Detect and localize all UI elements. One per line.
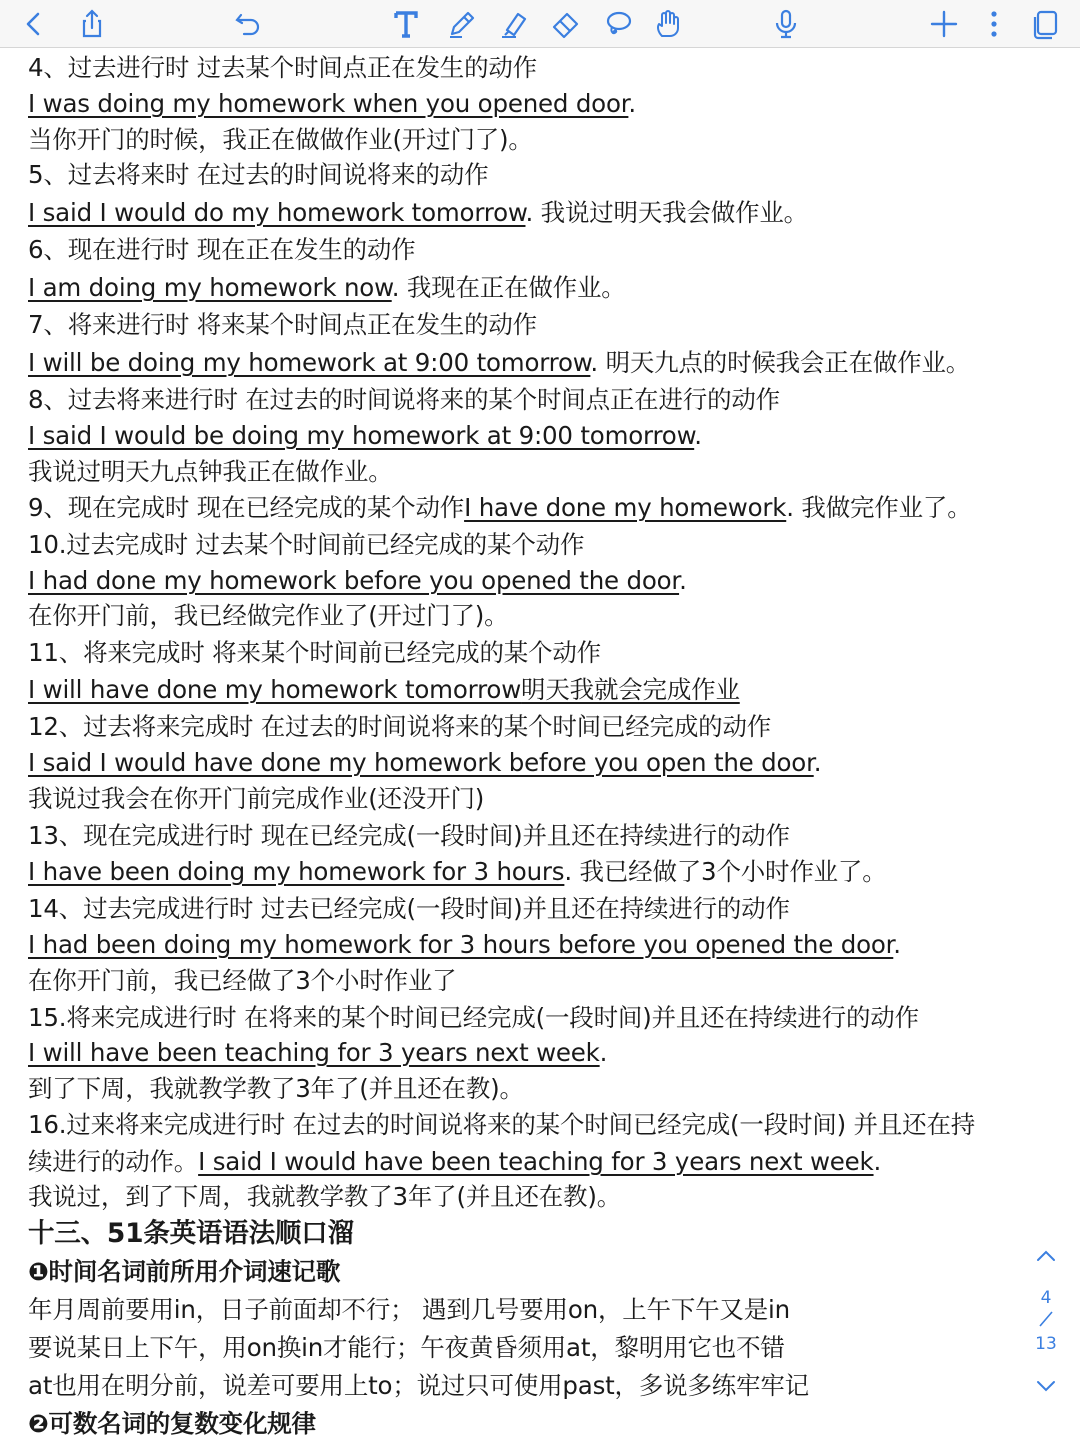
underlined-example-text: I had been doing my homework for 3 hours before you opened the door: [28, 930, 894, 959]
text-line: [28, 598, 508, 634]
underlined-example-text: I am doing my homework now: [28, 273, 392, 302]
microphone-icon[interactable]: [766, 4, 806, 44]
text-line: [28, 490, 972, 526]
line-text: . 我已经做了3个小时作业了。: [564, 857, 887, 886]
scroll-up-chevron-icon[interactable]: [1034, 1244, 1058, 1268]
share-icon[interactable]: [72, 4, 112, 44]
text-line: [28, 527, 584, 563]
line-text: . 明天九点的时候我会正在做作业。: [590, 348, 971, 377]
hand-tool-icon[interactable]: [648, 4, 688, 44]
underlined-example-text: I was doing my homework when you opened door: [28, 89, 629, 118]
text-tool-icon[interactable]: [386, 4, 426, 44]
line-text: 续进行的动作。: [28, 1147, 199, 1176]
page-indicator[interactable]: [1026, 1238, 1066, 1398]
text-line: [28, 891, 790, 927]
line-text: 12、过去将来完成时 在过去的时间说将来的某个时间已经完成的动作: [28, 712, 772, 741]
line-text: . 我现在正在做作业。: [391, 273, 626, 302]
pages-icon[interactable]: [1026, 4, 1066, 44]
line-text: 9、现在完成时 现在已经完成的某个动作: [28, 493, 465, 522]
line-text: 13、现在完成进行时 现在已经完成(一段时间)并且还在持续进行的动作: [28, 821, 790, 850]
line-text: 在你开门前，我已经做完作业了(开过门了)。: [28, 601, 509, 630]
text-line: [28, 454, 393, 490]
line-text: 年月周前要用in，日子前面却不行； 遇到几号要用on，上午下午又是in: [28, 1295, 790, 1324]
line-text: 十三、51条英语语法顺口溜: [28, 1218, 354, 1249]
top-toolbar: [0, 0, 1080, 48]
line-text: 我说过明天九点钟我正在做作业。: [28, 457, 393, 486]
eraser-tool-icon[interactable]: [546, 4, 586, 44]
underlined-example-text: I have done my homework: [464, 493, 787, 522]
underlined-example-text: I had done my homework before you opened the door: [28, 566, 680, 595]
underlined-example-text: I said I would do my homework tomorrow: [28, 198, 526, 227]
text-line: [28, 745, 821, 781]
line-text: ❶时间名词前所用介词速记歌: [28, 1257, 341, 1286]
text-line: [28, 927, 901, 963]
line-text: .: [813, 748, 822, 777]
underlined-example-text: I said I would have been teaching for 3 years next week: [198, 1147, 874, 1176]
text-line: [28, 1368, 809, 1404]
line-text: . 我做完作业了。: [786, 493, 972, 522]
subsection-heading: [28, 1406, 316, 1440]
text-line: [28, 232, 415, 268]
line-text: .: [628, 89, 636, 118]
line-text: . 我说过明天我会做作业。: [525, 198, 808, 227]
text-line: [28, 1107, 975, 1143]
text-line: [28, 270, 626, 306]
back-chevron-icon[interactable]: [14, 4, 54, 44]
line-text: .: [893, 930, 901, 959]
pen-tool-icon[interactable]: [442, 4, 482, 44]
text-line: [28, 635, 601, 671]
lasso-tool-icon[interactable]: [598, 4, 638, 44]
underlined-example-text: 明天我就会完成作业: [521, 675, 740, 704]
line-text: .: [599, 1038, 608, 1067]
text-line: [28, 157, 488, 193]
line-text: at也用在明分前，说差可要用上to；说过只可使用past，多说多练牢牢记: [28, 1371, 809, 1400]
line-text: 14、过去完成进行时 过去已经完成(一段时间)并且还在持续进行的动作: [28, 894, 790, 923]
underlined-example-text: I will be doing my homework at 9:00 tomorrow: [28, 348, 591, 377]
more-icon[interactable]: [974, 4, 1014, 44]
line-text: 在你开门前，我已经做了3个小时作业了: [28, 966, 457, 995]
text-line: [28, 672, 740, 708]
text-line: [28, 382, 780, 418]
line-text: 6、现在进行时 现在正在发生的动作: [28, 235, 416, 264]
current-page-number: 4: [1040, 1288, 1052, 1308]
underlined-example-text: I said I would be doing my homework at 9:00 tomorrow: [28, 421, 695, 450]
subsection-heading: [28, 1254, 340, 1290]
line-text: 要说某日上下午，用on换in才能行；午夜黄昏须用at，黎明用它也不错: [28, 1333, 785, 1362]
text-line: [28, 781, 484, 817]
line-text: 5、过去将来时 在过去的时间说将来的动作: [28, 160, 489, 189]
text-line: [28, 1000, 919, 1036]
underlined-example-text: I have been doing my homework for 3 hours: [28, 857, 565, 886]
line-text: 8、过去将来进行时 在过去的时间说将来的某个时间点正在进行的动作: [28, 385, 780, 414]
scroll-down-chevron-icon[interactable]: [1034, 1374, 1058, 1398]
line-text: 10.过去完成时 过去某个时间前已经完成的某个动作: [28, 530, 585, 559]
line-text: 我说过，到了下周，我就教学教了3年了(并且还在教)。: [28, 1182, 622, 1211]
text-line: [28, 345, 970, 381]
line-text: 我说过我会在你开门前完成作业(还没开门): [28, 784, 485, 813]
undo-icon[interactable]: [228, 4, 268, 44]
line-text: 15.将来完成进行时 在将来的某个时间已经完成(一段时间)并且还在持续进行的动作: [28, 1003, 919, 1032]
text-line: [28, 818, 790, 854]
text-line: [28, 307, 537, 343]
text-line: [28, 1179, 621, 1215]
text-line: [28, 1144, 881, 1180]
line-text: ❷可数名词的复数变化规律: [28, 1409, 316, 1438]
line-text: 当你开门的时候，我正在做做作业(开过门了)。: [28, 125, 533, 154]
underlined-example-text: I will have been teaching for 3 years next week: [28, 1038, 600, 1067]
line-text: .: [873, 1147, 882, 1176]
text-line: [28, 563, 687, 599]
underlined-example-text: I said I would have done my homework before you open the door: [28, 748, 814, 777]
text-line: [28, 709, 771, 745]
line-text: .: [694, 421, 702, 450]
page-separator-icon: [1038, 1310, 1054, 1328]
text-line: [28, 1035, 607, 1071]
text-line: [28, 1071, 524, 1107]
text-line: [28, 418, 702, 454]
text-line: [28, 50, 537, 86]
line-text: 16.过来将来完成进行时 在过去的时间说将来的某个时间已经完成(一段时间) 并且还在持: [28, 1110, 976, 1139]
line-text: 11、将来完成时 将来某个时间前已经完成的某个动作: [28, 638, 601, 667]
total-page-count: 13: [1035, 1334, 1057, 1354]
text-line: [28, 86, 636, 122]
text-line: [28, 122, 533, 158]
line-text: 到了下周，我就教学教了3年了(并且还在教)。: [28, 1074, 524, 1103]
add-icon[interactable]: [924, 4, 964, 44]
section-heading: [28, 1216, 354, 1252]
highlighter-tool-icon[interactable]: [494, 4, 534, 44]
line-text: 7、将来进行时 将来某个时间点正在发生的动作: [28, 310, 537, 339]
underlined-example-text: I will have done my homework tomorrow: [28, 675, 522, 704]
text-line: [28, 963, 457, 999]
text-line: [28, 1330, 785, 1366]
line-text: 4、过去进行时 过去某个时间点正在发生的动作: [28, 53, 537, 82]
text-line: [28, 854, 887, 890]
line-text: .: [679, 566, 687, 595]
text-line: [28, 195, 808, 231]
text-line: [28, 1292, 790, 1328]
